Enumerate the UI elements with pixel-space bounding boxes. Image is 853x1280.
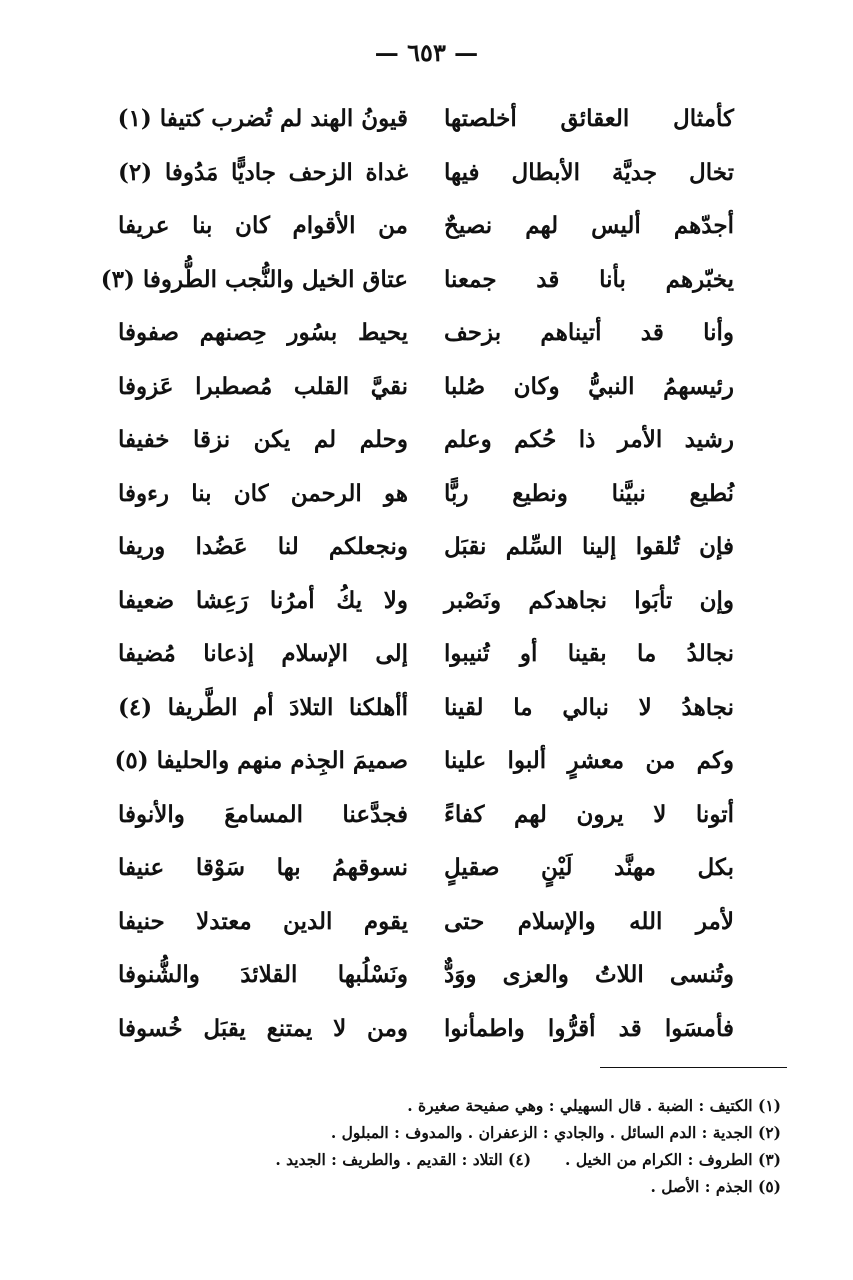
verse xyxy=(118,1002,734,1056)
footnotes xyxy=(261,1092,781,1200)
verse-second-hemistich: نسوقهمُ بها سَوْقا عنيفا xyxy=(118,854,408,882)
footnote: (٢) الجدية : الدم السائل . والجادي : الزعفران . والمدوف : المبلول . xyxy=(330,1123,781,1142)
verse-second-hemistich: ومن لا يمتنع يقبَل خُسوفا xyxy=(118,1014,408,1042)
verse-first-hemistich: بكل مهنَّد لَيْنٍ صقيلٍ xyxy=(444,854,734,882)
verse xyxy=(118,199,734,253)
verse-first-hemistich: يخبّرهم بأنا قد جمعنا xyxy=(444,265,734,293)
verse-first-hemistich: وكم من معشرٍ ألبوا علينا xyxy=(444,747,734,775)
verse-second-hemistich: قيونُ الهند لم تُضرب كتيفا (١) xyxy=(117,105,408,133)
verse-first-hemistich: وتُنسى اللاتُ والعزى ووَدٌّ xyxy=(444,961,734,989)
verse-second-hemistich: يحيط بسُور حِصنهم صفوفا xyxy=(118,319,408,347)
verse-first-hemistich: تخال جديَّة الأبطال فيها xyxy=(444,158,734,186)
verse-second-hemistich: ونَسْلُبها القلائدَ والشُّنوفا xyxy=(118,961,408,989)
verse-second-hemistich: هو الرحمن كان بنا رءوفا xyxy=(118,479,408,507)
verse-second-hemistich: أأهلكنا التلادَ أم الطَّريفا (٤) xyxy=(118,693,408,721)
verse-first-hemistich: أتونا لا يرون لهم كفاءً xyxy=(444,800,734,828)
verse xyxy=(118,895,734,949)
verse-first-hemistich: فإن تُلقوا إلينا السِّلم نقبَل xyxy=(444,533,734,561)
verse-first-hemistich: نجالدُ ما بقينا أو تُنيبوا xyxy=(444,640,734,668)
verse xyxy=(118,467,734,521)
verse xyxy=(118,681,734,735)
verse-second-hemistich: نقيَّ القلب مُصطبرا عَزوفا xyxy=(118,372,408,400)
verse-first-hemistich: نجاهدُ لا نبالي ما لقينا xyxy=(444,693,734,721)
verse-first-hemistich: وإن تأبَوا نجاهدكم ونَصْبر xyxy=(444,586,734,614)
footnote-row xyxy=(261,1146,781,1173)
footnote: (٤) التلاد : القديم . والطريف : الجديد . xyxy=(275,1150,532,1169)
verse xyxy=(118,788,734,842)
verse xyxy=(118,520,734,574)
verse xyxy=(118,413,734,467)
verse-second-hemistich: يقوم الدين معتدلا حنيفا xyxy=(118,907,408,935)
verse-first-hemistich: نُطيع نبيَّنا ونطيع ربًّا xyxy=(444,479,734,507)
verse xyxy=(100,253,734,307)
verse-first-hemistich: أجدّهم أليس لهم نصيحٌ xyxy=(444,212,734,240)
verse-second-hemistich: صميمَ الجِذم منهم والحليفا (٥) xyxy=(114,747,408,775)
verse-second-hemistich: غداة الزحف جاديًّا مَدُوفا (٢) xyxy=(118,158,408,186)
footnote: (٣) الطروف : الكرام من الخيل . xyxy=(565,1150,781,1169)
page-number: — ٦٥٣ — xyxy=(374,38,479,67)
verse-second-hemistich: من الأقوام كان بنا عريفا xyxy=(118,212,408,240)
verse-first-hemistich: فأمسَوا قد أقرُّوا واطمأنوا xyxy=(444,1014,734,1042)
verse xyxy=(118,92,734,146)
verse xyxy=(118,627,734,681)
verse-second-hemistich: ولا يكُ أمرُنا رَعِشا ضعيفا xyxy=(118,586,408,614)
verse xyxy=(118,360,734,414)
verse xyxy=(118,948,734,1002)
verse-second-hemistich: ونجعلكم لنا عَضُدا وريفا xyxy=(118,533,408,561)
verse-first-hemistich: كأمثال العقائق أخلصتها xyxy=(444,105,734,133)
verse xyxy=(118,146,734,200)
verse-first-hemistich: رشيد الأمر ذا حُكم وعلم xyxy=(444,426,734,454)
verse xyxy=(118,574,734,628)
verse xyxy=(118,841,734,895)
verse-second-hemistich: إلى الإسلام إذعانا مُضيفا xyxy=(118,640,408,668)
footnote: (٥) الجذم : الأصل . xyxy=(650,1177,781,1196)
verse-first-hemistich: رئيسهمُ النبيُّ وكان صُلبا xyxy=(444,372,734,400)
verse xyxy=(114,734,734,788)
footnote-divider xyxy=(600,1067,787,1068)
verse-first-hemistich: لأمر الله والإسلام حتى xyxy=(444,907,734,935)
footnote: (١) الكتيف : الضبة . قال السهيلي : وهي صفيحة صغيرة . xyxy=(407,1096,781,1115)
verse-second-hemistich: وحلم لم يكن نزقا خفيفا xyxy=(118,426,408,454)
verse-second-hemistich: فجدَّعنا المسامعَ والأنوفا xyxy=(118,800,408,828)
poem xyxy=(100,92,734,1055)
verse xyxy=(118,306,734,360)
verse-first-hemistich: وأنا قد أتيناهم بزحف xyxy=(444,319,734,347)
verse-second-hemistich: عتاق الخيل والنُّجب الطُّروفا (٣) xyxy=(100,265,408,293)
